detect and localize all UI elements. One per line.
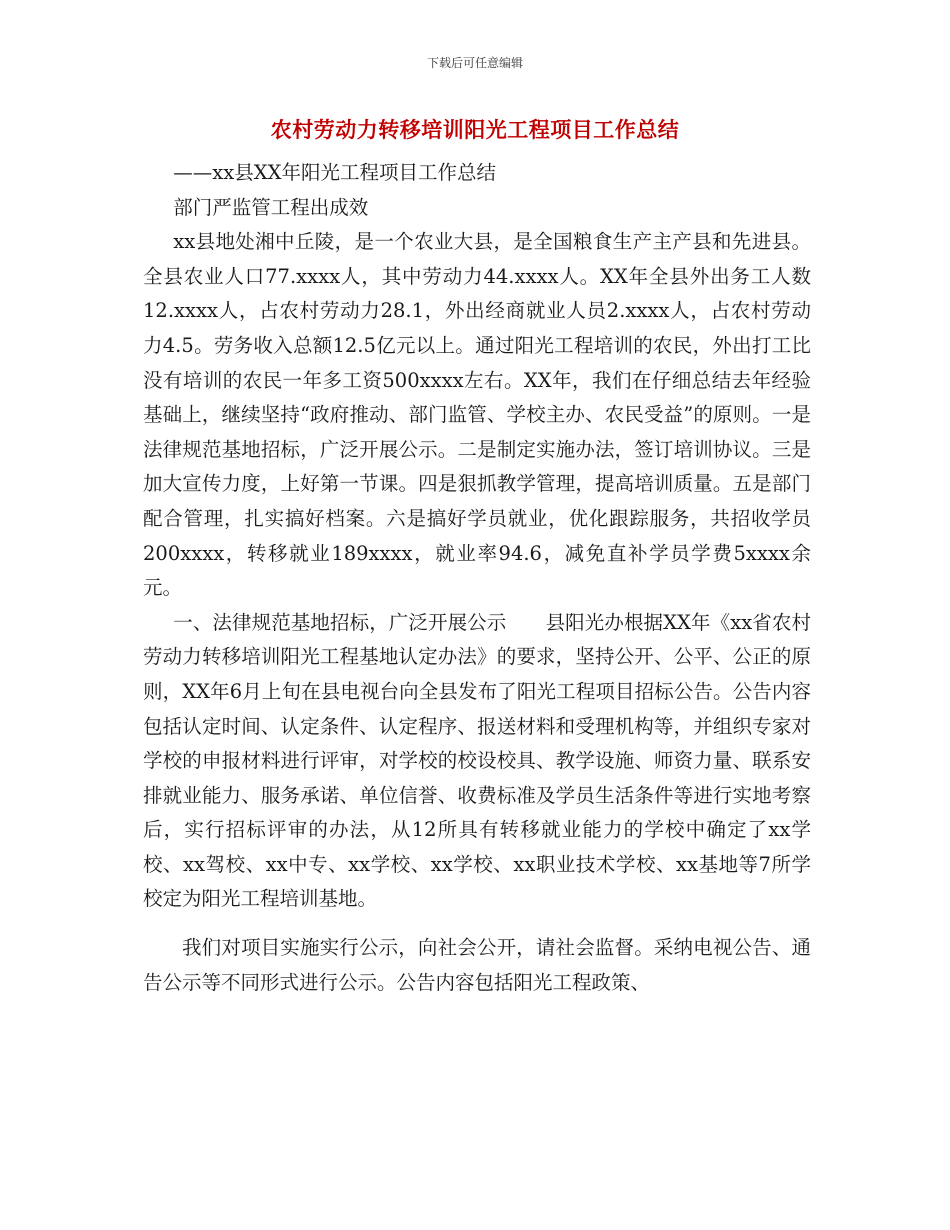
header-note: 下载后可任意编辑 xyxy=(426,56,523,70)
subtitle: ——xx县XX年阳光工程项目工作总结 xyxy=(173,161,496,184)
document-body xyxy=(143,156,811,1000)
paragraph-section-one: 一、法律规范基地招标，广泛开展公示 县阳光办根据XX年《xx省农村劳动力转移培训阳光工程基地认定办法》的要求，坚持公开、公平、公正的原则，XX年6月上旬在县电视台向全县发布了阳光工程项目招标公告。公告内容包括认定时间、认定条件、认定程序、报送材料和受理机构等，并组织专家对学校的申报材料进行评审，对学校的校设校具、教学设施、师资力量、联系安排就业能力、服务承诺、单位信誉、收费标准及学员生活条件等进行实地考察后，实行招标评审的办法，从12所具有转移就业能力的学校中确定了xx学校、xx驾校、xx中专、xx学校、xx学校、xx职业技术学校、xx基地等7所学校定为阳光工程培训基地。 xyxy=(143,610,811,911)
section-heading: 部门严监管工程出成效 xyxy=(173,195,369,219)
paragraph-publicity: 我们对项目实施实行公示，向社会公开，请社会监督。采纳电视公告、通告公示等不同形式进行公示。公告内容包括阳光工程政策、 xyxy=(143,936,811,994)
paragraph-overview: xx县地处湘中丘陵，是一个农业大县，是全国粮食生产主产县和先进县。全县农业人口77.xxxx人，其中劳动力44.xxxx人。XX年全县外出务工人数12.xxxx人，占农村劳动力28.1，外出经商就业人员2.xxxx人，占农村劳动力4.5。劳务收入总额12.5亿元以上。通过阳光工程培训的农民，外出打工比没有培训的农民一年多工资500xxxx左右。XX年，我们在仔细总结去年经验基础上，继续坚持“政府推动、部门监管、学校主办、农民受益”的原则。一是法律规范基地招标，广泛开展公示。二是制定实施办法，签订培训协议。三是加大宣传力度，上好第一节课。四是狠抓教学管理，提高培训质量。五是部门配合管理，扎实搞好档案。六是搞好学员就业，优化跟踪服务，共招收学员200xxxx，转移就业189xxxx，就业率94.6，减免直补学员学费5xxxx余元。 xyxy=(143,230,811,600)
document-title: 农村劳动力转移培训阳光工程项目工作总结 xyxy=(270,118,680,142)
